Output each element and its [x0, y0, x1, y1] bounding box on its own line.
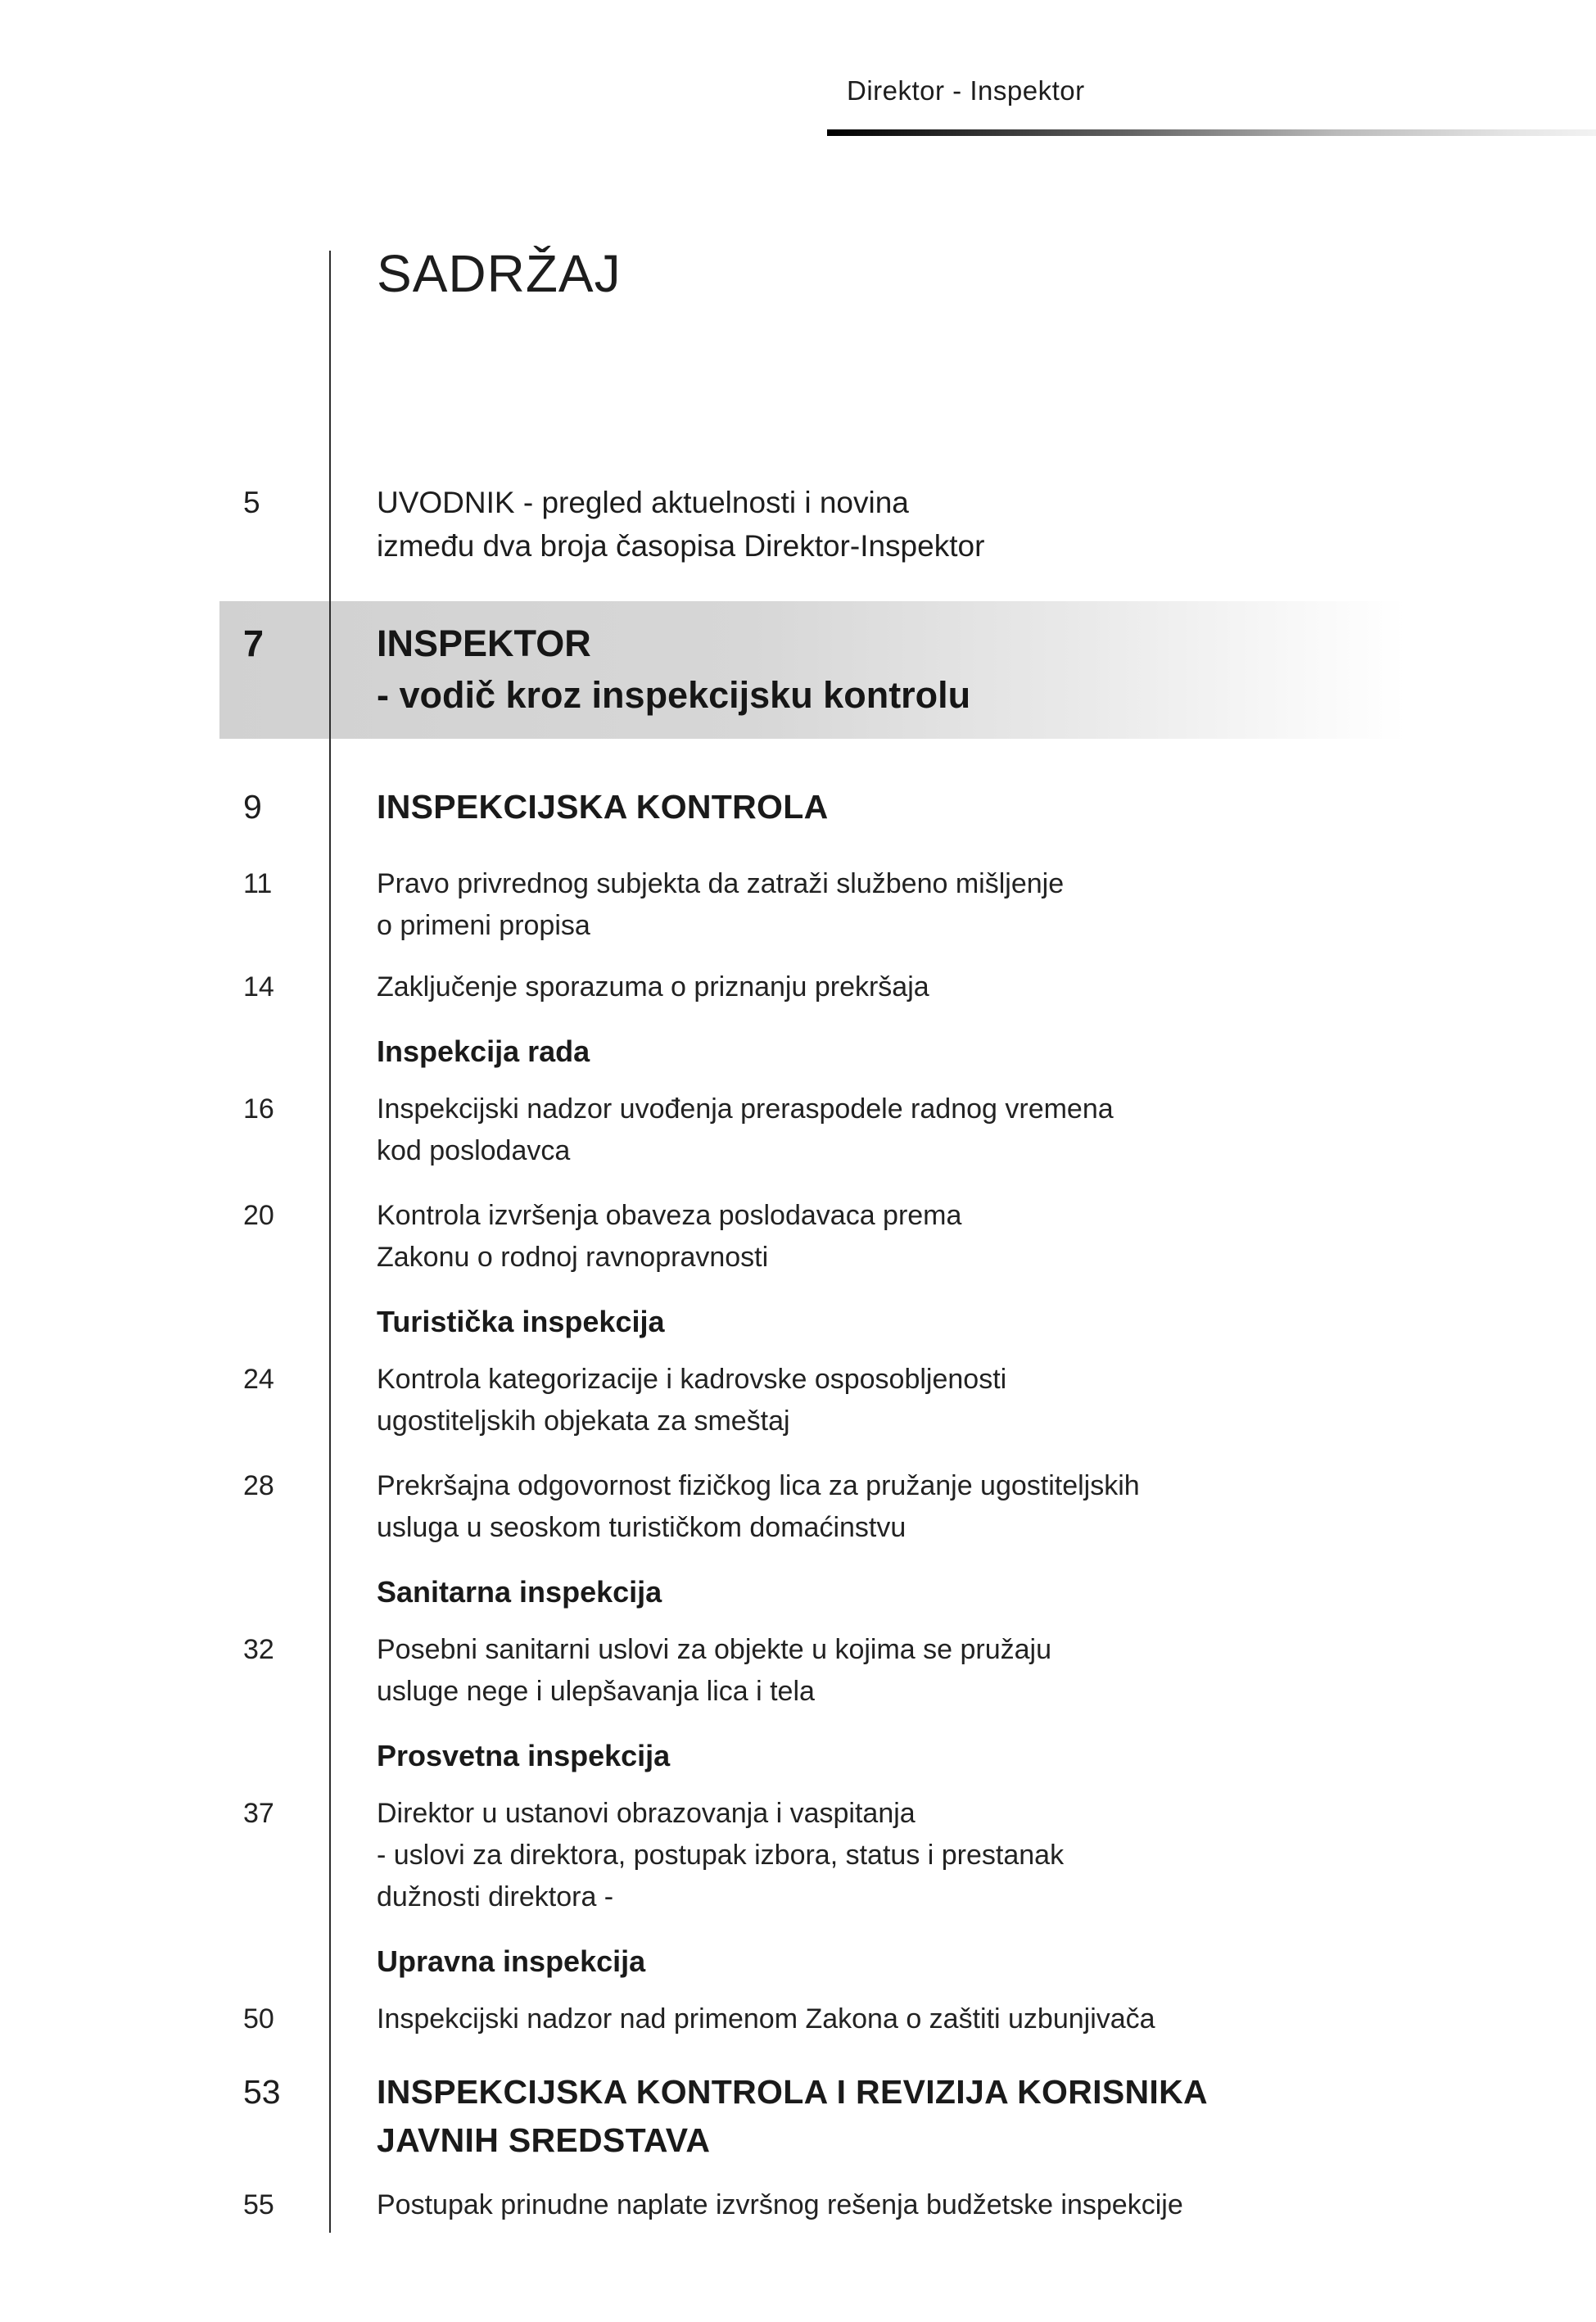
page-number: 9 — [243, 788, 262, 826]
toc-row-inspektor-highlight — [219, 601, 1406, 739]
toc-row-inspekcijska-kontrola-revizija — [219, 2068, 1596, 2166]
toc-subhead-inspekcija-rada — [219, 1030, 1596, 1074]
page-number: 20 — [243, 1199, 274, 1231]
toc-line: o primeni propisa — [377, 909, 590, 941]
toc-line: Posebni sanitarni uslovi za objekte u kojima se pružaju — [377, 1633, 1052, 1665]
toc-line: Inspekcijski nadzor uvođenja preraspodele radnog vremena — [377, 1093, 1114, 1125]
toc-subhead-upravna-inspekcija — [219, 1940, 1596, 1984]
toc-row — [219, 1998, 1596, 2040]
toc-row — [219, 1195, 1596, 1279]
toc-line: Postupak prinudne naplate izvršnog rešenja budžetske inspekcije — [377, 2189, 1183, 2221]
page-title: SADRŽAJ — [377, 244, 622, 303]
toc-line: Zaključenje sporazuma o priznanju prekršaja — [377, 971, 929, 1003]
toc-line: kod poslodavca — [377, 1134, 571, 1166]
header-rule — [827, 129, 1596, 136]
toc-row — [219, 1359, 1596, 1442]
header-title: Direktor - Inspektor — [847, 75, 1085, 106]
toc-line: Upravna inspekcija — [377, 1944, 646, 1978]
page-number: 32 — [243, 1633, 274, 1665]
toc-row — [219, 1089, 1596, 1172]
page-number: 11 — [243, 867, 273, 899]
toc-line: Pravo privrednog subjekta da zatraži službeno mišljenje — [377, 867, 1065, 899]
page-number: 55 — [243, 2189, 274, 2221]
toc-row — [219, 1465, 1596, 1549]
toc-content — [0, 242, 1596, 2226]
toc-line: INSPEKCIJSKA KONTROLA I REVIZIJA KORISNIKA — [377, 2072, 1208, 2111]
toc-line: JAVNIH SREDSTAVA — [377, 2121, 711, 2159]
toc-line: usluga u seoskom turističkom domaćinstvu — [377, 1511, 907, 1543]
toc-row — [219, 1629, 1596, 1713]
toc-row — [219, 2184, 1596, 2226]
toc-subhead-sanitarna-inspekcija — [219, 1570, 1596, 1614]
page-number: 28 — [243, 1469, 274, 1501]
page-number: 24 — [243, 1363, 274, 1395]
toc-row-inspekcijska-kontrola — [219, 783, 1596, 831]
toc-line: Prosvetna inspekcija — [377, 1738, 671, 1772]
toc-line: ugostiteljskih objekata za smeštaj — [377, 1405, 790, 1437]
toc-line: Zakonu o rodnoj ravnopravnosti — [377, 1241, 769, 1273]
page-number: 53 — [243, 2072, 281, 2111]
toc-row — [219, 1793, 1596, 1918]
toc-subhead-turisticka-inspekcija — [219, 1300, 1596, 1344]
toc-line: UVODNIK - pregled aktuelnosti i novina — [377, 485, 909, 519]
page-number: 16 — [243, 1093, 274, 1125]
toc-row — [219, 966, 1596, 1008]
toc-line: Kontrola izvršenja obaveza poslodavaca prema — [377, 1199, 962, 1231]
toc-line: između dva broja časopisa Direktor-Inspektor — [377, 529, 985, 564]
toc-line: - vodič kroz inspekcijsku kontrolu — [377, 674, 971, 717]
page-number: 14 — [243, 971, 274, 1003]
toc-row — [219, 863, 1596, 947]
contents-divider-line — [329, 251, 331, 2233]
toc-line: Sanitarna inspekcija — [377, 1574, 662, 1609]
toc-row-uvodnik — [219, 481, 1596, 568]
toc-line: INSPEKTOR — [377, 622, 591, 665]
toc-line: Kontrola kategorizacije i kadrovske osposobljenosti — [377, 1363, 1007, 1395]
toc-line: - uslovi za direktora, postupak izbora, status i prestanak — [377, 1839, 1065, 1871]
toc-line: Prekršajna odgovornost fizičkog lica za pružanje ugostiteljskih — [377, 1469, 1140, 1501]
toc-line: Inspekcijski nadzor nad primenom Zakona o zaštiti uzbunjivača — [377, 2003, 1155, 2035]
toc-line: Turistička inspekcija — [377, 1304, 665, 1338]
toc-line: dužnosti direktora - — [377, 1881, 614, 1912]
page-number: 37 — [243, 1797, 274, 1829]
toc-line: Inspekcija rada — [377, 1034, 590, 1068]
toc-subhead-prosvetna-inspekcija — [219, 1734, 1596, 1778]
page-number: 50 — [243, 2003, 274, 2035]
toc-line: INSPEKCIJSKA KONTROLA — [377, 788, 829, 826]
page-number: 5 — [243, 485, 260, 519]
toc-line: usluge nege i ulepšavanja lica i tela — [377, 1675, 815, 1707]
toc-line: Direktor u ustanovi obrazovanja i vaspitanja — [377, 1797, 916, 1829]
page-number: 7 — [243, 622, 264, 665]
